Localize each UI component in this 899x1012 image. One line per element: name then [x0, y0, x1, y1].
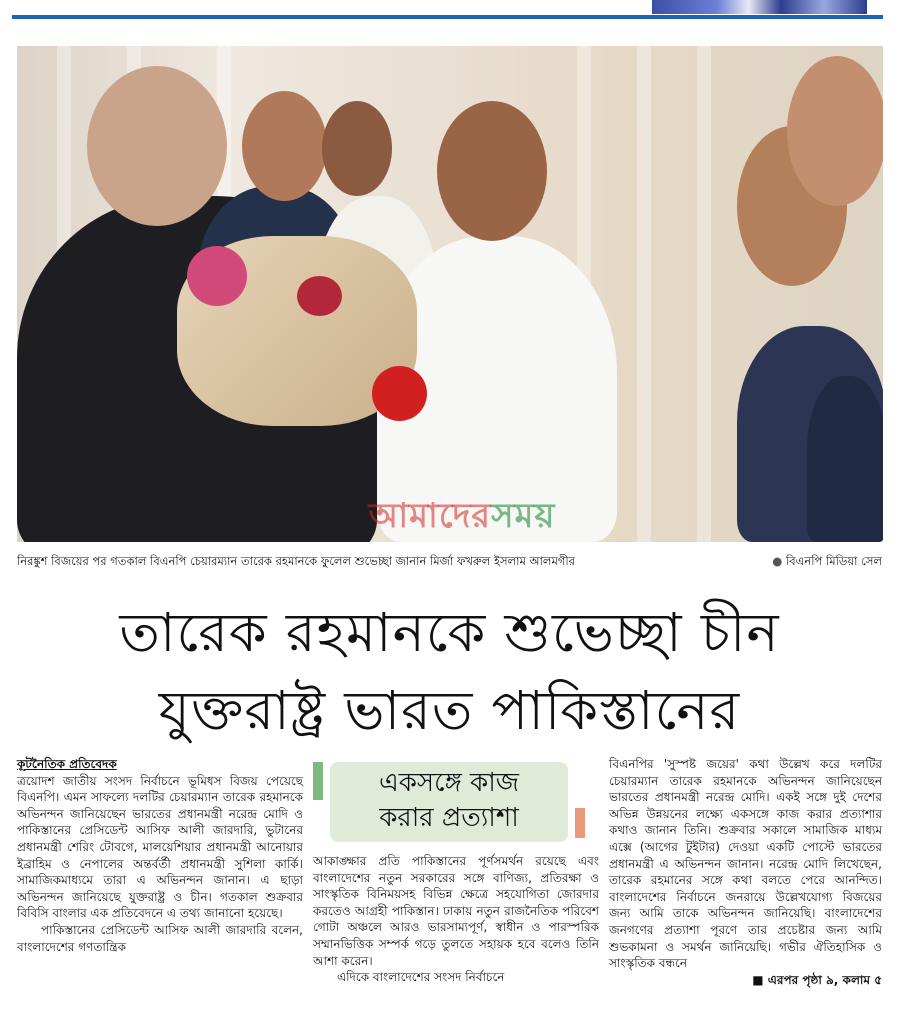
- headline-line-2: যুক্তরাষ্ট্র ভারত পাকিস্তানের: [158, 679, 741, 742]
- paragraph: পাকিস্তানের প্রেসিডেন্ট আসিফ আলী জারদারি বলেন, বাংলাদেশের গণতান্ত্রিক: [17, 922, 303, 954]
- pull-quote-bar: [313, 762, 323, 800]
- photo-credit: ● বিএনপি মিডিয়া সেল: [772, 554, 882, 568]
- article-column-1: [17, 756, 303, 955]
- paragraph: বিএনপির 'সুস্পষ্ট জয়ের' কথা উল্লেখ করে দলটির চেয়ারম্যান তারেক রহমানকে অভিনন্দন জানিয়েছেন ভারতের প্রধানমন্ত্রী নরেন্দ্র মোদি। একই সঙ্গে দুই দেশের অভিন্ন উন্নয়নের লক্ষ্যে একসঙ্গে কাজ করার প্রত্যাশার কথাও জানান তিনি। শুক্রবার সকালে সামাজিক মাধ্যম এক্সে (আগের টুইটার) দেওয়া একটি পোস্টে ভারতের প্রধানমন্ত্রী এ অভিনন্দন জানান। নরেন্দ্র মোদি লিখেছেন, তারেক রহমানের সঙ্গে কথা বলতে পেরে আনন্দিত। বাংলাদেশের নির্বাচনে জনরায়ে উল্লেখযোগ্য বিজয়ের জন্য আমি তাকে অভিনন্দন জানিয়েছি। বাংলাদেশের জনগণের প্রত্যাশা পূরণে তার প্রচেষ্টার জন্য আমি শুভকামনা ও সমর্থন জানিয়েছি। গভীর ঐতিহাসিক ও সাংস্কৃতিক বন্ধনে: [609, 757, 882, 971]
- top-rule: [12, 15, 883, 19]
- watermark: আমাদেরসময়: [368, 496, 556, 536]
- pull-quote-bar: [575, 808, 585, 838]
- photo-caption: নিরঙ্কুশ বিজয়ের পর গতকাল বিএনপি চেয়ারম্যান তারেক রহমানকে ফুলেল শুভেচ্ছা জানান মির্জা ফখরুল ইসলাম আলমগীর: [17, 554, 576, 568]
- masthead-corner-graphic: [652, 0, 867, 14]
- paragraph: ত্রয়োদশ জাতীয় সংসদ নির্বাচনে ভূমিধস বিজয় পেয়েছে বিএনপি। এমন সাফল্যে দলটির চেয়ারম্যান তারেক রহমানকে অভিনন্দন জানিয়েছেন ভারতের প্রধানমন্ত্রী নরেন্দ্র মোদি ও পাকিস্তানের প্রেসিডেন্ট আসিফ আলী জারদারি, ভুটানের প্রধানমন্ত্রী শেরিং টোবগে, মালয়েশিয়ার প্রধানমন্ত্রী আনোয়ার ইব্রাহিম ও নেপালের অন্তর্বর্তী প্রধানমন্ত্রী সুশিলা কার্কি। সামাজিকমাধ্যমে তারা এ অভিনন্দন জানান। এ ছাড়া অভিনন্দন জানিয়েছে যুক্তরাষ্ট্র ও চীন। গতকাল শুক্রবার বিবিসি বাংলার এক প্রতিবেদনে এ তথ্য জানানো হয়েছে।: [17, 773, 303, 921]
- news-photo: [17, 46, 883, 542]
- paragraph: এদিকে বাংলাদেশের সংসদ নির্বাচনে: [337, 970, 505, 985]
- headline-line-1: তারেক রহমানকে শুভেচ্ছা চীন: [119, 601, 780, 664]
- article-column-3: [609, 756, 882, 988]
- pull-quote: একসঙ্গে কাজ করার প্রত্যাশা: [330, 762, 568, 842]
- article-column-2: [313, 853, 599, 986]
- paragraph: আকাঙ্ক্ষার প্রতি পাকিস্তানের পূর্ণসমর্থন রয়েছে এবং বাংলাদেশের নতুন সরকারের সঙ্গে বাণিজ্য, প্রতিরক্ষা ও সাংস্কৃতিক বিনিময়সহ বিভিন্ন ক্ষেত্রে সহযোগিতা জোরদার করতেও আগ্রহী পাকিস্তান। ঢাকায় নতুন রাজনৈতিক পরিবেশ গোটা অঞ্চলে আরও ভারসাম্যপূর্ণ, স্বাধীন ও পারস্পরিক সম্মানভিত্তিক সম্পর্ক গড়ে তুলতে সহায়ক হবে বলেও তিনি আশা করেন।: [313, 854, 599, 968]
- jump-line: ■ এরপর পৃষ্ঠা ৯, কলাম ৫: [752, 972, 882, 987]
- byline: কূটনৈতিক প্রতিবেদক: [17, 757, 117, 771]
